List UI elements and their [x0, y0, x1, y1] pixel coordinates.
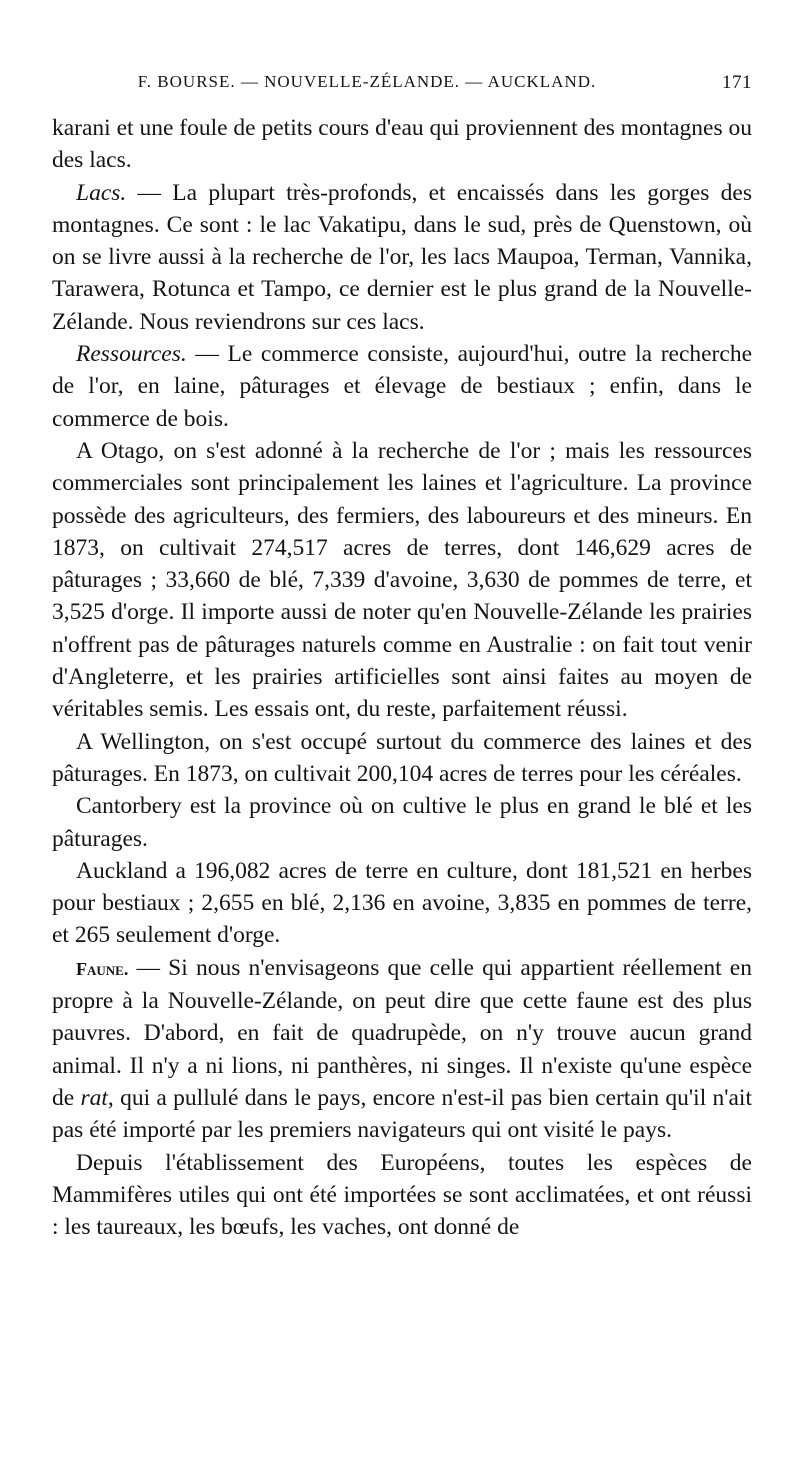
paragraph-text: — Le commerce consiste, aujourd'hui, outre la recherche de l'or, en laine, pâturages et élevage de bestiaux ; enfin, dans le commerce de bois. — [52, 341, 752, 432]
section-lead-ressources: Ressources. — [76, 341, 187, 368]
paragraph-faune — [52, 952, 752, 1147]
paragraph-ressources — [52, 338, 752, 435]
paragraph-otago: A Otago, on s'est adonné à la recherche de l'or ; mais les ressources commerciales sont principalement les laines et l'agriculture. La province possède des agriculteurs, des fermiers, des laboureurs et des mineurs. En 1873, on cultivait 274,517 acres de terres, dont 146,629 acres de pâturages ; 33,660 de blé, 7,339 d'avoine, 3,630 de pommes de terre, et 3,525 d'orge. Il importe aussi de noter qu'en Nouvelle-Zélande les prairies n'offrent pas de pâturages naturels comme en Australie : on fait tout venir d'Angleterre, et les prairies artificielles sont ainsi faites au moyen de véritables semis. Les essais ont, du reste, parfaitement réussi. — [52, 437, 752, 723]
italic-word: rat — [80, 1084, 108, 1111]
running-head: F. BOURSE. — NOUVELLE-ZÉLANDE. — AUCKLAND. — [137, 72, 597, 91]
body-text — [52, 112, 752, 1243]
page-number: 171 — [722, 72, 752, 93]
paragraph-lacs — [52, 177, 752, 338]
page-header — [52, 68, 752, 98]
paragraph-cantorbery: Cantorbery est la province où on cultive le plus en grand le blé et les pâturages. — [52, 793, 752, 852]
paragraph-text: , qui a pullulé dans le pays, encore n'est-il pas bien certain qu'il n'ait pas été importé par les premiers navigateurs qui ont visité le pays. — [52, 1084, 752, 1144]
paragraph-auckland: Auckland a 196,082 acres de terre en culture, dont 181,521 en herbes pour bestiaux ; 2,655 en blé, 2,136 en avoine, 3,835 en pommes de terre, et 265 seulement d'orge. — [52, 857, 752, 949]
paragraph-text: — Si nous n'envisageons que celle qui appartient réellement en propre à la Nouvelle-Zélande, on peut dire que cette faune est des plus pauvres. D'abord, en fait de quadrupède, on n'y trouve aucun grand animal. Il n'y a ni lions, ni panthères, ni singes. Il n'existe qu'une espèce de — [52, 954, 752, 1111]
section-lead-lacs: Lacs. — [76, 179, 127, 206]
paragraph-text: — La plupart très-profonds, et encaissés dans les gorges des montagnes. Ce sont : le lac Vakatipu, dans le sud, près de Quenstown, où on se livre aussi à la recherche de l'or, les lacs Maupoa, Terman, Vannika, Tarawera, Rotunca et Tampo, ce dernier est le plus grand de la Nouvelle-Zélande. Nous reviendrons sur ces lacs. — [52, 179, 752, 335]
paragraph-continuation: karani et une foule de petits cours d'eau qui proviennent des montagnes ou des lacs. — [52, 115, 752, 174]
paragraph-europeens: Depuis l'établissement des Européens, toutes les espèces de Mammifères utiles qui ont été importées se sont acclimatées, et ont réussi : les taureaux, les bœufs, les vaches, ont donné de — [52, 1149, 752, 1241]
section-lead-faune: Faune. — [76, 958, 129, 979]
paragraph-wellington: A Wellington, on s'est occupé surtout du commerce des laines et des pâturages. En 1873, on cultivait 200,104 acres de terres pour les céréales. — [52, 728, 752, 787]
